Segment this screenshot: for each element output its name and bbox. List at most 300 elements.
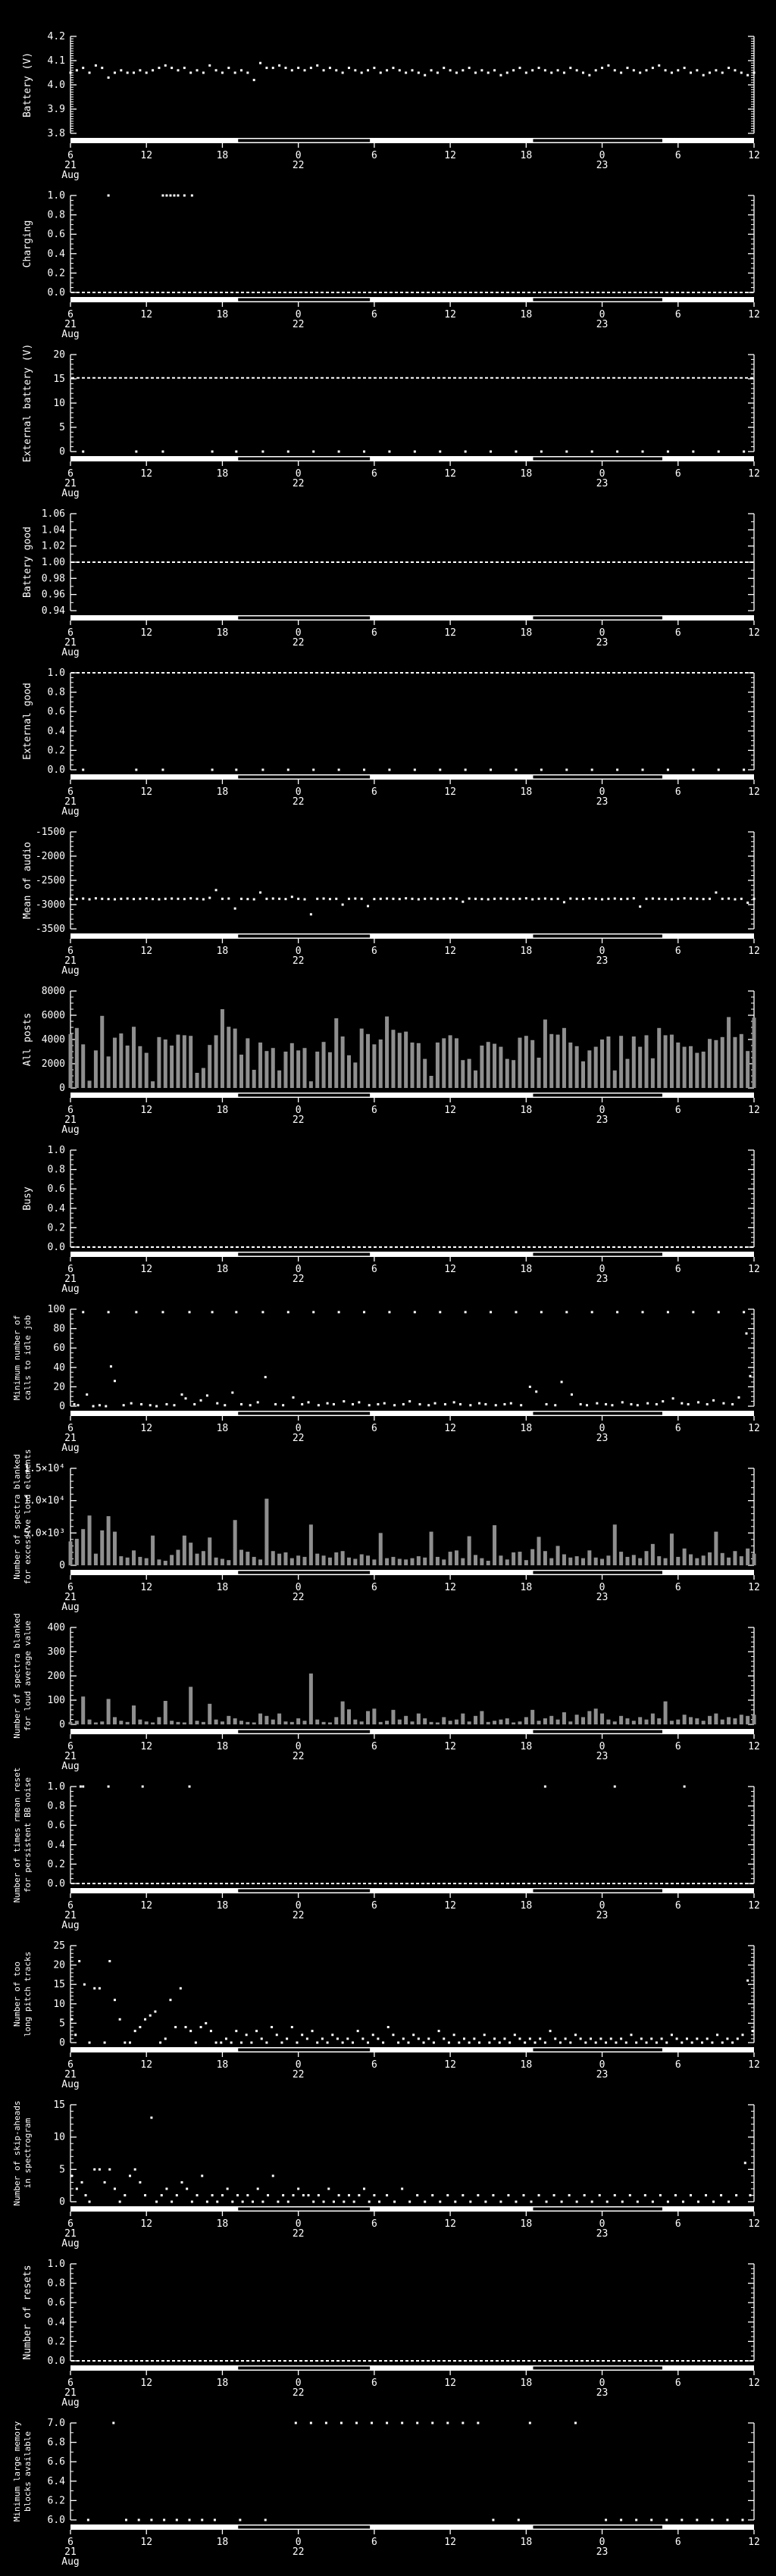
point — [114, 72, 116, 74]
point — [682, 2201, 684, 2203]
point — [388, 451, 390, 453]
point — [164, 64, 167, 67]
point — [520, 1404, 522, 1406]
bar — [417, 1714, 421, 1724]
date-label: 21 — [64, 2387, 77, 2399]
x-tick-label: 6 — [67, 1264, 74, 1275]
point — [216, 2201, 218, 2203]
x-tick-label: 18 — [520, 309, 533, 320]
point — [287, 769, 289, 771]
month-label: Aug — [61, 488, 80, 499]
point — [86, 1393, 88, 1396]
point — [161, 451, 164, 453]
y-tick-label: 0.2 — [47, 267, 65, 280]
x-tick-label: 6 — [674, 627, 681, 639]
point — [595, 69, 597, 71]
x-tick-label: 12 — [444, 1264, 456, 1275]
point — [119, 2018, 121, 2021]
bar — [246, 1038, 249, 1088]
point — [284, 67, 286, 69]
point — [297, 2187, 299, 2190]
point — [580, 1403, 582, 1405]
bar — [328, 1052, 332, 1088]
date-label: 23 — [596, 2546, 609, 2558]
point — [335, 898, 337, 900]
coverage-night-segment — [237, 934, 370, 939]
coverage-day-segment — [371, 2524, 533, 2530]
x-tick-label: 12 — [140, 946, 153, 957]
coverage-night-segment — [237, 457, 370, 461]
x-tick-label: 12 — [748, 2377, 760, 2389]
point — [165, 1403, 167, 1405]
point — [225, 2037, 227, 2040]
bar — [164, 1561, 167, 1565]
point — [271, 2026, 273, 2028]
coverage-day-segment — [371, 2047, 533, 2052]
point — [402, 2037, 405, 2040]
y-axis — [48, 190, 754, 299]
y-tick-label: 6.0 — [47, 2515, 65, 2526]
point — [492, 2519, 494, 2521]
bar — [568, 1043, 572, 1088]
bar — [404, 1559, 408, 1565]
point — [468, 898, 471, 900]
bar — [360, 1721, 364, 1724]
bar — [512, 1060, 515, 1088]
y-tick-label: 10 — [53, 398, 65, 409]
point — [637, 1404, 639, 1406]
point — [716, 2034, 718, 2036]
date-label: 22 — [292, 1592, 305, 1603]
point — [718, 1311, 720, 1313]
bar — [360, 1029, 364, 1088]
bar — [562, 1028, 566, 1088]
point — [338, 451, 340, 453]
point — [367, 69, 369, 71]
point — [538, 2194, 540, 2196]
point — [236, 2194, 239, 2196]
x-tick-label: 18 — [216, 2537, 229, 2548]
point — [295, 2422, 297, 2424]
bar — [695, 1558, 699, 1565]
point — [85, 2194, 87, 2196]
x-tick-label: 18 — [216, 627, 229, 639]
y-tick-label: 0.8 — [47, 1800, 65, 1812]
point — [672, 1397, 674, 1399]
point — [514, 2034, 516, 2036]
bar — [258, 1714, 262, 1724]
x-tick-label: 12 — [748, 468, 760, 480]
bar — [449, 1035, 452, 1088]
y-tick-label: 0.8 — [47, 2277, 65, 2290]
coverage-night-segment — [533, 2366, 663, 2371]
point — [235, 769, 237, 771]
point — [522, 2194, 524, 2196]
point — [261, 1311, 264, 1313]
bar — [613, 1524, 617, 1565]
point — [616, 451, 618, 453]
y-tick-label: -3000 — [35, 899, 65, 911]
point — [134, 2168, 136, 2171]
point — [430, 69, 433, 71]
point — [743, 1311, 745, 1313]
x-tick-label: 12 — [140, 1264, 153, 1275]
point — [276, 2034, 278, 2036]
point — [401, 2422, 403, 2424]
point — [439, 769, 441, 771]
bar — [575, 1715, 579, 1724]
y-tick-label: 25 — [53, 1940, 65, 1952]
point — [701, 2042, 703, 2044]
bar — [537, 1721, 541, 1724]
y-tick-label: 6000 — [41, 1010, 65, 1021]
point — [161, 1311, 164, 1313]
y-axis-title — [22, 220, 33, 268]
point — [728, 898, 730, 900]
bar — [183, 1536, 186, 1565]
point — [741, 2519, 743, 2521]
point — [544, 69, 546, 71]
point — [331, 2034, 333, 2036]
x-tick-label: 18 — [216, 2059, 229, 2071]
bar — [151, 1536, 155, 1565]
bar — [290, 1043, 294, 1088]
bar — [296, 1050, 300, 1088]
point — [78, 1960, 80, 1962]
point — [361, 72, 363, 74]
point — [726, 2519, 728, 2521]
point — [93, 2168, 95, 2171]
date-label: 22 — [292, 955, 305, 967]
point — [183, 67, 186, 69]
point — [348, 898, 350, 900]
point — [626, 67, 628, 69]
bar — [676, 1720, 680, 1724]
point — [108, 2168, 111, 2171]
point — [436, 898, 439, 900]
date-label: 21 — [64, 1751, 77, 1762]
x-tick-label: 18 — [216, 1582, 229, 1593]
point — [161, 2194, 163, 2196]
point — [108, 1311, 110, 1313]
y-axis-label-line: Number of times rmean reset — [12, 1767, 22, 1903]
bar — [708, 1552, 712, 1565]
x-tick-label: 12 — [140, 1582, 153, 1593]
point — [734, 69, 736, 71]
point — [484, 2201, 487, 2203]
x-tick-label: 6 — [371, 150, 377, 161]
point — [529, 2037, 531, 2040]
point — [211, 2194, 214, 2196]
point — [108, 195, 110, 197]
bar — [176, 1550, 180, 1565]
point — [253, 898, 255, 900]
bar — [372, 1044, 376, 1088]
panel-spectra-blanked-excessive-loud-elements — [0, 1436, 776, 1613]
point — [639, 905, 641, 908]
point — [525, 72, 527, 74]
bar — [189, 1036, 192, 1088]
date-label: 22 — [292, 1274, 305, 1285]
point — [343, 1400, 345, 1402]
bar — [499, 1047, 502, 1088]
point — [530, 2201, 533, 2203]
point — [584, 2194, 586, 2196]
bar — [157, 1559, 161, 1565]
point — [393, 1404, 396, 1406]
x-tick-label: 6 — [674, 1105, 681, 1116]
point — [191, 195, 193, 197]
date-label: 23 — [596, 955, 609, 967]
point — [684, 67, 686, 69]
point — [696, 2037, 698, 2040]
bar — [411, 1043, 415, 1088]
bar — [632, 1555, 636, 1565]
y-tick-label: 0.2 — [47, 2336, 65, 2348]
point — [539, 2037, 541, 2040]
bar — [328, 1722, 332, 1724]
point — [633, 897, 635, 899]
point — [743, 451, 745, 453]
bar — [423, 1558, 427, 1565]
bar — [670, 1721, 674, 1724]
point — [696, 2519, 698, 2521]
date-label: 21 — [64, 319, 77, 330]
point — [76, 69, 78, 71]
point — [561, 1381, 563, 1383]
point — [462, 69, 464, 71]
x-tick-label: 12 — [748, 1105, 760, 1116]
point — [746, 902, 749, 904]
point — [392, 2034, 394, 2036]
point — [340, 2422, 343, 2424]
bar — [208, 1045, 211, 1088]
x-tick-label: 6 — [67, 2218, 74, 2230]
point — [221, 72, 224, 74]
point — [310, 913, 312, 915]
point — [93, 1987, 95, 1990]
point — [574, 2034, 577, 2036]
coverage-day-segment — [371, 1888, 533, 1893]
x-tick-label: 6 — [674, 1264, 681, 1275]
bar — [227, 1716, 230, 1724]
bar — [436, 1043, 440, 1088]
point — [614, 898, 616, 900]
x-tick-label: 18 — [520, 1582, 533, 1593]
point — [553, 2194, 555, 2196]
bar — [271, 1720, 275, 1724]
point — [687, 1403, 690, 1405]
bar — [530, 1040, 534, 1088]
bar — [398, 1720, 402, 1724]
point — [503, 2037, 505, 2040]
date-label: 22 — [292, 2069, 305, 2080]
date-label: 23 — [596, 1751, 609, 1762]
point — [538, 898, 540, 900]
bar — [461, 1060, 465, 1088]
bar — [385, 1558, 389, 1565]
point — [104, 2042, 106, 2044]
x-tick-label: 12 — [748, 946, 760, 957]
y-tick-label: 0.98 — [41, 573, 65, 585]
bar — [347, 1055, 351, 1088]
month-label: Aug — [61, 170, 80, 181]
y-axis — [53, 1940, 754, 2049]
y-tick-label: 0 — [59, 1560, 65, 1571]
point — [405, 897, 407, 899]
data-points — [87, 2422, 744, 2521]
bar — [753, 1715, 756, 1724]
date-label: 21 — [64, 1114, 77, 1126]
bar — [157, 1717, 161, 1724]
coverage-day-segment — [70, 615, 237, 621]
point — [133, 72, 135, 74]
point — [427, 2037, 430, 2040]
point — [468, 67, 471, 69]
point — [490, 1311, 492, 1313]
point — [399, 898, 401, 900]
bar — [107, 1699, 111, 1724]
x-tick-label: 12 — [140, 2377, 153, 2389]
y-axis — [48, 2418, 754, 2526]
point — [242, 2201, 244, 2203]
point — [177, 69, 179, 71]
point — [462, 2194, 464, 2196]
date-label: 21 — [64, 2228, 77, 2240]
bar — [436, 1722, 440, 1724]
y-tick-label: 0 — [59, 1083, 65, 1094]
x-tick-label: 18 — [216, 150, 229, 161]
bar — [474, 1071, 477, 1088]
point — [477, 2422, 479, 2424]
panel-charging — [0, 164, 776, 340]
y-axis — [48, 31, 754, 139]
y-tick-label: 0.6 — [47, 229, 65, 241]
coverage-day-segment — [371, 933, 533, 939]
point — [611, 1404, 613, 1406]
x-tick-label: 0 — [295, 2537, 302, 2548]
point — [174, 2026, 177, 2028]
point — [662, 1400, 664, 1402]
point — [231, 1392, 233, 1394]
point — [696, 69, 698, 71]
y-tick-label: 0.2 — [47, 1859, 65, 1871]
bar — [334, 1018, 338, 1088]
x-tick-label: 18 — [520, 627, 533, 639]
date-label: 23 — [596, 1114, 609, 1126]
bar — [625, 1059, 629, 1088]
y-axis-title — [22, 1186, 33, 1210]
y-axis-title — [22, 2265, 33, 2359]
coverage-bar — [70, 1729, 754, 1734]
coverage-night-segment — [237, 775, 370, 780]
point — [408, 1400, 411, 1402]
point — [438, 2030, 440, 2032]
bar — [638, 1717, 642, 1724]
point — [274, 1403, 277, 1405]
bar — [334, 1717, 338, 1724]
bar — [81, 1044, 85, 1088]
point — [639, 72, 641, 74]
x-tick-label: 12 — [748, 1582, 760, 1593]
point — [246, 898, 249, 900]
bar — [638, 1558, 642, 1565]
point — [177, 898, 179, 900]
point — [591, 769, 593, 771]
coverage-day-segment — [371, 456, 533, 461]
point — [129, 2042, 131, 2044]
date-label: 22 — [292, 1114, 305, 1126]
point — [749, 2194, 751, 2196]
point — [158, 898, 160, 900]
point — [316, 64, 318, 67]
y-axis-label-line: Charging — [22, 220, 33, 268]
y-tick-label: 1.0×10⁴ — [23, 1495, 65, 1507]
point — [342, 72, 344, 74]
point — [159, 2042, 161, 2044]
coverage-day-segment — [371, 1729, 533, 1734]
point — [433, 2042, 435, 2044]
coverage-day-segment — [70, 1729, 237, 1734]
bar — [740, 1034, 743, 1088]
bar — [430, 1722, 433, 1724]
y-axis-label-line: Minimum number of — [12, 1315, 22, 1401]
data-points — [82, 769, 745, 771]
point — [741, 2034, 743, 2036]
point — [490, 451, 492, 453]
point — [127, 72, 129, 74]
bar — [746, 1549, 749, 1565]
point — [371, 2422, 373, 2424]
bar — [126, 1046, 130, 1088]
point — [540, 451, 543, 453]
point — [155, 1405, 158, 1408]
y-axis-title — [22, 344, 33, 463]
point — [493, 2037, 496, 2040]
panel-number-of-resets — [0, 2232, 776, 2409]
point — [272, 2174, 274, 2177]
y-tick-label: 200 — [47, 1671, 65, 1682]
point — [76, 2187, 78, 2190]
point — [127, 898, 129, 900]
point — [150, 2117, 152, 2119]
bar — [613, 1721, 617, 1724]
bar — [246, 1722, 249, 1724]
point — [446, 2422, 449, 2424]
bar — [252, 1557, 256, 1565]
y-axis-label-line: for excessive loud elements — [23, 1449, 33, 1585]
bar — [283, 1552, 287, 1565]
point — [515, 2201, 517, 2203]
point — [255, 2030, 258, 2032]
bar — [258, 1559, 262, 1565]
point — [282, 2194, 284, 2196]
point — [642, 769, 644, 771]
y-tick-label: 4.2 — [47, 31, 65, 42]
point — [252, 2201, 254, 2203]
point — [76, 898, 78, 900]
point — [576, 69, 578, 71]
point — [544, 2042, 546, 2044]
bar — [587, 1711, 591, 1724]
point — [205, 2022, 207, 2024]
date-label: 21 — [64, 2546, 77, 2558]
data-points — [82, 451, 745, 453]
y-axis — [48, 667, 754, 776]
x-tick-label: 6 — [67, 309, 74, 320]
point — [321, 2037, 324, 2040]
point — [665, 69, 667, 71]
